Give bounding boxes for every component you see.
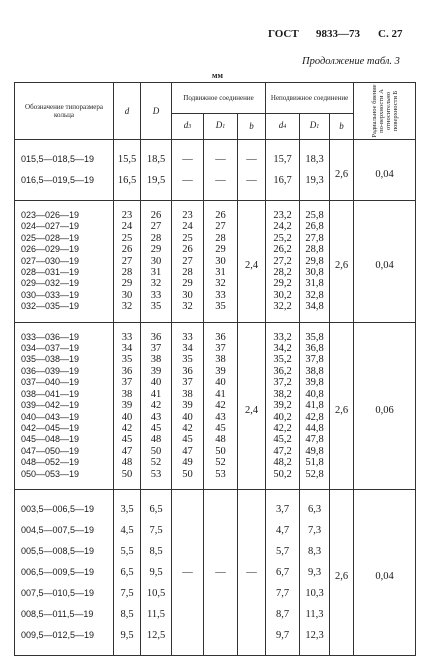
cell-d3: 33 (172, 322, 204, 343)
cell-d4: 48,2 (266, 457, 300, 468)
cell-D1 (204, 541, 238, 562)
col-designation: Обозначение типоразмера кольца (15, 83, 114, 140)
cell-designation: 040—043—19 (15, 412, 114, 423)
dimensions-table (14, 82, 416, 656)
cell-d3 (172, 604, 204, 625)
cell-b-fixed (238, 583, 266, 604)
cell-designation: 035—038—19 (15, 354, 114, 365)
cell-runout: 0,06 (354, 322, 416, 489)
continuation-caption: Продолжение табл. 3 (302, 56, 400, 67)
cell-D: 43 (141, 412, 172, 423)
cell-d3: 40 (172, 412, 204, 423)
cell-d3: 26 (172, 244, 204, 255)
cell-D: 33 (141, 290, 172, 301)
cell-d3: 49 (172, 457, 204, 468)
cell-D: 31 (141, 267, 172, 278)
cell-d4: 5,7 (266, 541, 300, 562)
cell-d: 37 (114, 377, 141, 388)
cell-D2: 37,8 (300, 354, 330, 365)
cell-d3: 45 (172, 434, 204, 445)
cell-designation: 016,5—019,5—19 (15, 170, 114, 201)
col-D: D (141, 83, 172, 140)
cell-b-fixed (238, 520, 266, 541)
cell-D1: — (204, 562, 238, 583)
cell-D2: 41,8 (300, 400, 330, 411)
cell-designation: 007,5—010,5—19 (15, 583, 114, 604)
cell-d: 3,5 (114, 489, 141, 520)
cell-d3: 28 (172, 267, 204, 278)
cell-d4: 37,2 (266, 377, 300, 388)
cell-D: 41 (141, 389, 172, 400)
col-b2: b (330, 113, 354, 139)
cell-D1 (204, 604, 238, 625)
table-row (15, 489, 416, 520)
cell-D2: 10,3 (300, 583, 330, 604)
cell-d4: 9,7 (266, 625, 300, 656)
cell-designation: 050—053—19 (15, 469, 114, 490)
cell-D2: 44,8 (300, 423, 330, 434)
cell-d: 47 (114, 446, 141, 457)
cell-d: 48 (114, 457, 141, 468)
cell-designation: 025—028—19 (15, 233, 114, 244)
cell-D2: 38,8 (300, 366, 330, 377)
cell-d4: 26,2 (266, 244, 300, 255)
cell-designation: 036—039—19 (15, 366, 114, 377)
cell-D2: 7,3 (300, 520, 330, 541)
cell-D1: — (204, 170, 238, 201)
cell-d3: 38 (172, 389, 204, 400)
cell-d3: 37 (172, 377, 204, 388)
cell-D2: 8,3 (300, 541, 330, 562)
cell-d4: 45,2 (266, 434, 300, 445)
cell-d3 (172, 489, 204, 520)
cell-designation: 005,5—008,5—19 (15, 541, 114, 562)
cell-D1 (204, 583, 238, 604)
cell-d4: 4,7 (266, 520, 300, 541)
cell-D: 10,5 (141, 583, 172, 604)
cell-D1: 43 (204, 412, 238, 423)
col-group-fixed: Подвижное соединение (172, 83, 266, 114)
cell-D2: 47,8 (300, 434, 330, 445)
cell-designation: 039—042—19 (15, 400, 114, 411)
gost-label: ГОСТ (268, 28, 299, 40)
cell-D: 53 (141, 469, 172, 490)
cell-d: 15,5 (114, 140, 141, 171)
col-D1: D1 (204, 113, 238, 139)
cell-designation: 004,5—007,5—19 (15, 520, 114, 541)
cell-D2: 51,8 (300, 457, 330, 468)
cell-D: 37 (141, 343, 172, 354)
cell-D1: 45 (204, 423, 238, 434)
cell-D: 45 (141, 423, 172, 434)
cell-D2: 19,3 (300, 170, 330, 201)
cell-b-fixed (238, 489, 266, 520)
cell-D2: 31,8 (300, 278, 330, 289)
cell-designation: 008,5—011,5—19 (15, 604, 114, 625)
cell-d: 16,5 (114, 170, 141, 201)
cell-d4: 24,2 (266, 221, 300, 232)
cell-D2: 49,8 (300, 446, 330, 457)
group-1 (15, 140, 416, 201)
cell-d: 24 (114, 221, 141, 232)
cell-b-fixed: — (238, 170, 266, 201)
cell-b-fixed: — (238, 562, 266, 583)
cell-d3: 24 (172, 221, 204, 232)
cell-b-fixed (238, 625, 266, 656)
cell-D: 27 (141, 221, 172, 232)
cell-d3: 36 (172, 366, 204, 377)
cell-d: 28 (114, 267, 141, 278)
table-header (15, 83, 416, 140)
cell-d: 25 (114, 233, 141, 244)
cell-D: 38 (141, 354, 172, 365)
cell-D1: 36 (204, 322, 238, 343)
cell-designation: 029—032—19 (15, 278, 114, 289)
cell-designation: 009,5—012,5—19 (15, 625, 114, 656)
cell-designation: 006,5—009,5—19 (15, 562, 114, 583)
cell-d: 34 (114, 343, 141, 354)
cell-b-fixed: 2,4 (238, 322, 266, 489)
cell-d4: 15,7 (266, 140, 300, 171)
cell-D1: 29 (204, 244, 238, 255)
col-group-nonfixed: Неподвижное соединение (266, 83, 354, 114)
cell-d3: — (172, 562, 204, 583)
cell-d: 8,5 (114, 604, 141, 625)
cell-D1: 40 (204, 377, 238, 388)
cell-designation: 034—037—19 (15, 343, 114, 354)
cell-d4: 3,7 (266, 489, 300, 520)
cell-d: 39 (114, 400, 141, 411)
cell-d4: 23,2 (266, 201, 300, 222)
cell-d3: 32 (172, 301, 204, 322)
cell-d3: 50 (172, 469, 204, 490)
cell-designation: 048—052—19 (15, 457, 114, 468)
cell-D1: 27 (204, 221, 238, 232)
group-4 (15, 489, 416, 655)
cell-D1: 28 (204, 233, 238, 244)
cell-d: 30 (114, 290, 141, 301)
cell-designation: 024—027—19 (15, 221, 114, 232)
cell-b-nonfixed: 2,6 (330, 201, 354, 323)
cell-d3: 35 (172, 354, 204, 365)
cell-d: 23 (114, 201, 141, 222)
cell-D: 50 (141, 446, 172, 457)
group-3 (15, 322, 416, 489)
cell-D1: 37 (204, 343, 238, 354)
cell-b-nonfixed: 2,6 (330, 489, 354, 655)
cell-designation: 045—048—19 (15, 434, 114, 445)
cell-d3: — (172, 170, 204, 201)
cell-D: 42 (141, 400, 172, 411)
cell-d: 4,5 (114, 520, 141, 541)
cell-D2: 30,8 (300, 267, 330, 278)
cell-designation: 037—040—19 (15, 377, 114, 388)
cell-d4: 35,2 (266, 354, 300, 365)
cell-designation: 032—035—19 (15, 301, 114, 322)
cell-d4: 50,2 (266, 469, 300, 490)
cell-d4: 33,2 (266, 322, 300, 343)
cell-D1 (204, 625, 238, 656)
cell-d4: 7,7 (266, 583, 300, 604)
cell-d: 5,5 (114, 541, 141, 562)
table-row (15, 201, 416, 222)
cell-d3: 30 (172, 290, 204, 301)
cell-D1: 30 (204, 256, 238, 267)
cell-D2: 36,8 (300, 343, 330, 354)
cell-designation: 047—050—19 (15, 446, 114, 457)
cell-D1: 32 (204, 278, 238, 289)
cell-D1: 33 (204, 290, 238, 301)
cell-D2: 28,8 (300, 244, 330, 255)
page-number: С. 27 (378, 28, 403, 40)
cell-D1 (204, 489, 238, 520)
cell-d: 6,5 (114, 562, 141, 583)
group-2 (15, 201, 416, 323)
cell-designation: 030—033—19 (15, 290, 114, 301)
cell-D1: 41 (204, 389, 238, 400)
cell-D2: 26,8 (300, 221, 330, 232)
cell-d3: — (172, 140, 204, 171)
cell-D: 39 (141, 366, 172, 377)
cell-runout: 0,04 (354, 140, 416, 201)
cell-d4: 36,2 (266, 366, 300, 377)
cell-d4: 47,2 (266, 446, 300, 457)
cell-d4: 32,2 (266, 301, 300, 322)
cell-b-fixed: 2,4 (238, 201, 266, 323)
cell-D1: 35 (204, 301, 238, 322)
cell-d: 50 (114, 469, 141, 490)
cell-d4: 30,2 (266, 290, 300, 301)
cell-D2: 34,8 (300, 301, 330, 322)
cell-D: 32 (141, 278, 172, 289)
cell-d: 29 (114, 278, 141, 289)
cell-d4: 42,2 (266, 423, 300, 434)
cell-D1: 38 (204, 354, 238, 365)
cell-d: 40 (114, 412, 141, 423)
cell-designation: 003,5—006,5—19 (15, 489, 114, 520)
cell-D1: 31 (204, 267, 238, 278)
cell-designation: 042—045—19 (15, 423, 114, 434)
cell-d3: 39 (172, 400, 204, 411)
cell-D: 12,5 (141, 625, 172, 656)
cell-D2: 9,3 (300, 562, 330, 583)
cell-designation: 026—029—19 (15, 244, 114, 255)
cell-D: 18,5 (141, 140, 172, 171)
cell-designation: 033—036—19 (15, 322, 114, 343)
cell-designation: 023—026—19 (15, 201, 114, 222)
col-D2: D1 (300, 113, 330, 139)
col-b: b (238, 113, 266, 139)
cell-D2: 40,8 (300, 389, 330, 400)
cell-d: 45 (114, 434, 141, 445)
cell-d: 32 (114, 301, 141, 322)
cell-D1: 48 (204, 434, 238, 445)
cell-d: 38 (114, 389, 141, 400)
cell-d3 (172, 583, 204, 604)
cell-D1: 42 (204, 400, 238, 411)
cell-b-nonfixed: 2,6 (330, 322, 354, 489)
cell-D: 35 (141, 301, 172, 322)
cell-d3 (172, 625, 204, 656)
cell-d4: 6,7 (266, 562, 300, 583)
cell-d3 (172, 541, 204, 562)
cell-d4: 29,2 (266, 278, 300, 289)
cell-d3: 34 (172, 343, 204, 354)
cell-D2: 6,3 (300, 489, 330, 520)
runout-label: Радиальное биение по-верхности A относительно поверхности Б (370, 84, 399, 138)
cell-D: 29 (141, 244, 172, 255)
cell-D: 52 (141, 457, 172, 468)
cell-d: 36 (114, 366, 141, 377)
cell-D2: 25,8 (300, 201, 330, 222)
cell-designation: 038—041—19 (15, 389, 114, 400)
cell-d: 33 (114, 322, 141, 343)
cell-d4: 38,2 (266, 389, 300, 400)
cell-D: 28 (141, 233, 172, 244)
cell-designation: 027—030—19 (15, 256, 114, 267)
standard-number: 9833—73 (316, 28, 360, 40)
cell-D2: 11,3 (300, 604, 330, 625)
cell-D2: 32,8 (300, 290, 330, 301)
cell-D2: 29,8 (300, 256, 330, 267)
cell-d4: 40,2 (266, 412, 300, 423)
cell-d3: 25 (172, 233, 204, 244)
cell-runout: 0,04 (354, 489, 416, 655)
cell-D: 36 (141, 322, 172, 343)
cell-d3: 47 (172, 446, 204, 457)
cell-D1: 26 (204, 201, 238, 222)
cell-D: 8,5 (141, 541, 172, 562)
cell-d: 26 (114, 244, 141, 255)
cell-D2: 42,8 (300, 412, 330, 423)
cell-D2: 18,3 (300, 140, 330, 171)
cell-D2: 12,3 (300, 625, 330, 656)
cell-designation: 015,5—018,5—19 (15, 140, 114, 171)
cell-D: 7,5 (141, 520, 172, 541)
cell-d4: 8,7 (266, 604, 300, 625)
cell-D2: 35,8 (300, 322, 330, 343)
cell-D1: — (204, 140, 238, 171)
cell-d3 (172, 520, 204, 541)
cell-d4: 27,2 (266, 256, 300, 267)
cell-d3: 23 (172, 201, 204, 222)
cell-d: 9,5 (114, 625, 141, 656)
cell-D1: 53 (204, 469, 238, 490)
cell-D: 19,5 (141, 170, 172, 201)
cell-b-fixed (238, 541, 266, 562)
cell-D: 30 (141, 256, 172, 267)
cell-D1: 39 (204, 366, 238, 377)
cell-d3: 27 (172, 256, 204, 267)
cell-b-nonfixed: 2,6 (330, 140, 354, 201)
cell-d4: 34,2 (266, 343, 300, 354)
cell-d3: 42 (172, 423, 204, 434)
cell-d: 42 (114, 423, 141, 434)
col-runout (354, 83, 416, 140)
cell-d4: 16,7 (266, 170, 300, 201)
cell-D2: 39,8 (300, 377, 330, 388)
cell-D: 11,5 (141, 604, 172, 625)
cell-D2: 27,8 (300, 233, 330, 244)
cell-D1 (204, 520, 238, 541)
cell-d3: 29 (172, 278, 204, 289)
cell-D: 9,5 (141, 562, 172, 583)
col-d4: d4 (266, 113, 300, 139)
cell-D: 48 (141, 434, 172, 445)
table-row (15, 140, 416, 171)
cell-b-fixed: — (238, 140, 266, 171)
cell-d4: 39,2 (266, 400, 300, 411)
cell-d: 35 (114, 354, 141, 365)
cell-D1: 52 (204, 457, 238, 468)
cell-d4: 28,2 (266, 267, 300, 278)
cell-d4: 25,2 (266, 233, 300, 244)
cell-designation: 028—031—19 (15, 267, 114, 278)
col-d: d (114, 83, 141, 140)
cell-D2: 52,8 (300, 469, 330, 490)
cell-D1: 50 (204, 446, 238, 457)
cell-b-fixed (238, 604, 266, 625)
col-d3: d3 (172, 113, 204, 139)
table-row (15, 322, 416, 343)
cell-D: 26 (141, 201, 172, 222)
cell-runout: 0,04 (354, 201, 416, 323)
unit-label: мм (212, 71, 223, 80)
cell-d: 27 (114, 256, 141, 267)
cell-D: 6,5 (141, 489, 172, 520)
cell-D: 40 (141, 377, 172, 388)
cell-d: 7,5 (114, 583, 141, 604)
